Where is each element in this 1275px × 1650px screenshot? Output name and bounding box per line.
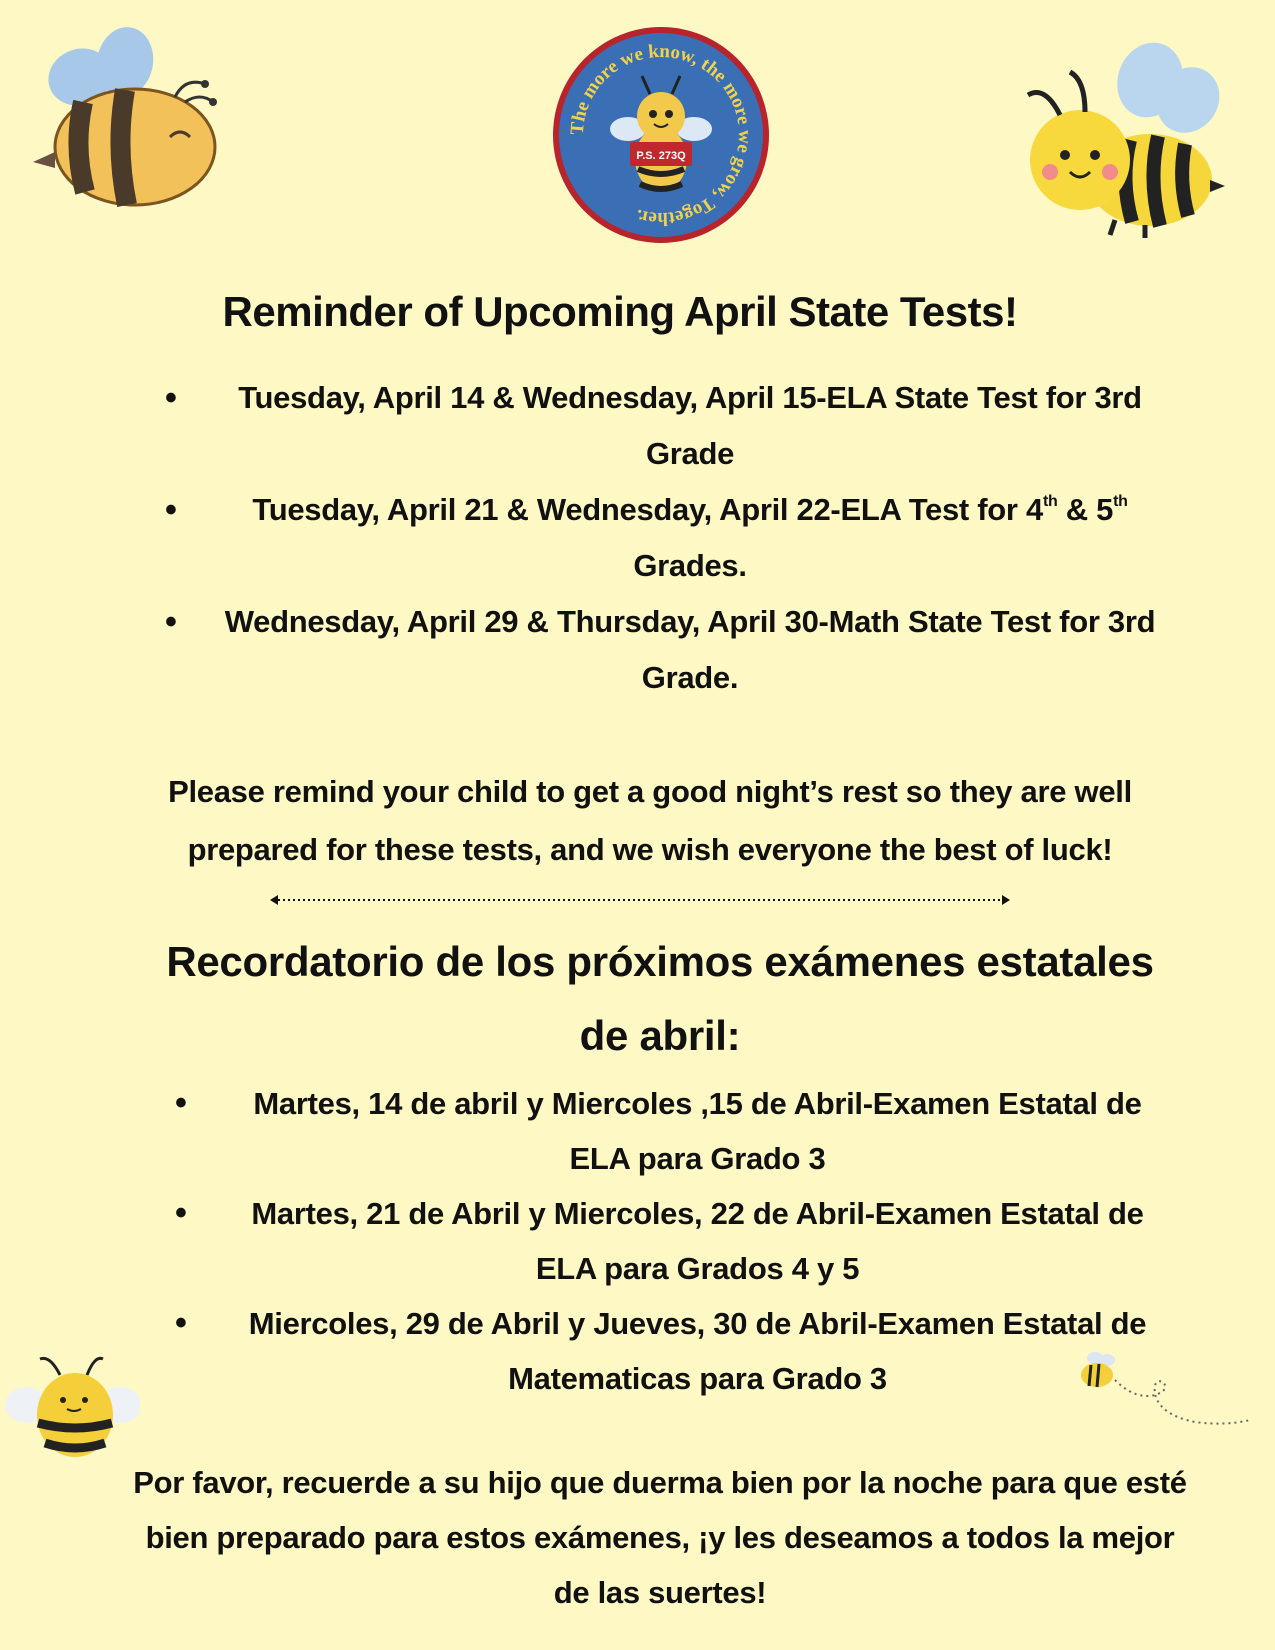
test-schedule-spanish <box>170 1076 1175 1406</box>
bullet-icon: • <box>175 1194 187 1232</box>
list-item: • Martes, 21 de Abril y Miercoles, 22 de Abril-Examen Estatal de ELA para Grados 4 y 5 <box>170 1186 1175 1296</box>
school-logo <box>550 24 772 246</box>
list-item: • Martes, 14 de abril y Miercoles ,15 de Abril-Examen Estatal de ELA para Grado 3 <box>170 1076 1175 1186</box>
closing-spanish: Por favor, recuerde a su hijo que duerma bien por la noche para que esté bien preparado para estos exámenes, ¡y les deseamos a todos la mejor de las suertes! <box>133 1465 1187 1610</box>
bullet-icon: • <box>165 491 177 529</box>
logo-badge-text: P.S. 273Q <box>636 150 686 162</box>
closing-english: Please remind your child to get a good night’s rest so they are well prepared for these tests, and we wish everyone the best of luck! <box>168 774 1132 867</box>
bullet-icon: • <box>165 603 177 641</box>
list-item: • Tuesday, April 14 & Wednesday, April 15-ELA State Test for 3rd Grade <box>165 370 1175 482</box>
title-spanish: Recordatorio de los próximos exámenes estatales de abril: <box>166 938 1154 1059</box>
bee-icon <box>1075 1350 1255 1460</box>
bee-icon <box>1020 40 1240 240</box>
list-item: • Wednesday, April 29 & Thursday, April 30-Math State Test for 3rd Grade. <box>165 594 1175 706</box>
bullet-icon: • <box>175 1084 187 1122</box>
list-item: • Miercoles, 29 de Abril y Jueves, 30 de Abril-Examen Estatal de Matematicas para Grado 3 <box>170 1296 1175 1406</box>
test-schedule-english <box>165 370 1175 706</box>
list-item: • Tuesday, April 21 & Wednesday, April 22-ELA Test for 4th & 5th Grades. <box>165 482 1175 594</box>
bee-icon <box>5 1345 140 1480</box>
bullet-icon: • <box>175 1304 187 1342</box>
bee-icon <box>25 22 225 222</box>
divider-arrow <box>270 893 1010 907</box>
logo-ring-text: The more we know, the more we grow, Together. <box>566 40 756 230</box>
title-english: Reminder of Upcoming April State Tests! <box>222 288 1018 335</box>
bullet-icon: • <box>165 379 177 417</box>
